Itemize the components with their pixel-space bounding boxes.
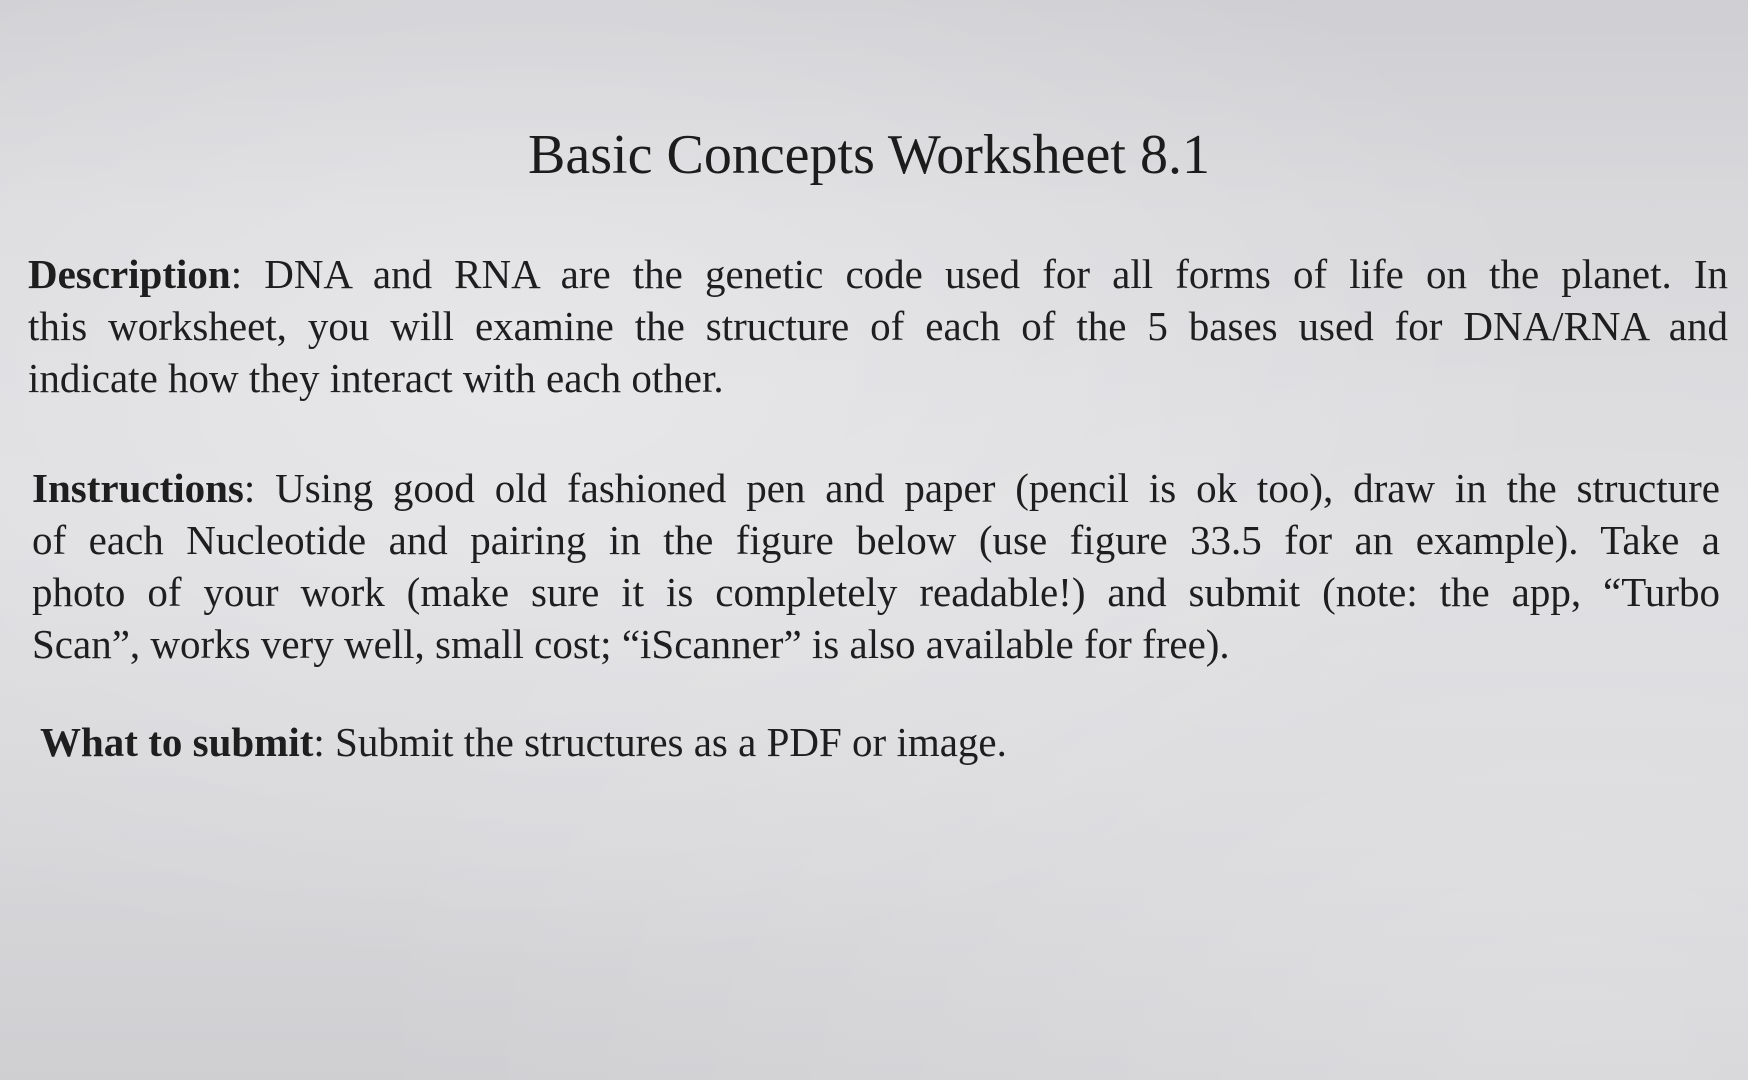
what-to-submit-text: : Submit the structures as a PDF or image. (313, 719, 1007, 765)
page-title: Basic Concepts Worksheet 8.1 (528, 124, 1210, 186)
what-to-submit-line (40, 716, 1720, 768)
instructions-line-2: of each Nucleotide and pairing in the figure below (use figure 33.5 for an example). Take a (32, 517, 1720, 563)
instructions-line-3: photo of your work (make sure it is completely readable!) and submit (note: the app, “Turbo (32, 569, 1720, 615)
description-line-3: indicate how they interact with each other. (28, 355, 724, 401)
description-line-2: this worksheet, you will examine the structure of each of the 5 bases used for DNA/RNA and (28, 303, 1728, 349)
instructions-line-4: Scan”, works very well, small cost; “iScanner” is also available for free). (32, 621, 1230, 667)
instructions-paragraph (32, 462, 1720, 670)
what-to-submit-paragraph (40, 716, 1720, 768)
description-text-1: : DNA and RNA are the genetic code used for all forms of life on the planet. In (230, 251, 1728, 297)
instructions-text-1: : Using good old fashioned pen and paper (pencil is ok too), draw in the structure (243, 465, 1720, 511)
what-to-submit-label: What to submit (40, 719, 314, 765)
description-paragraph (28, 248, 1728, 404)
description-label: Description (28, 251, 231, 297)
description-line-1 (28, 248, 1728, 300)
instructions-label: Instructions (32, 465, 244, 511)
instructions-line-1 (32, 462, 1720, 514)
